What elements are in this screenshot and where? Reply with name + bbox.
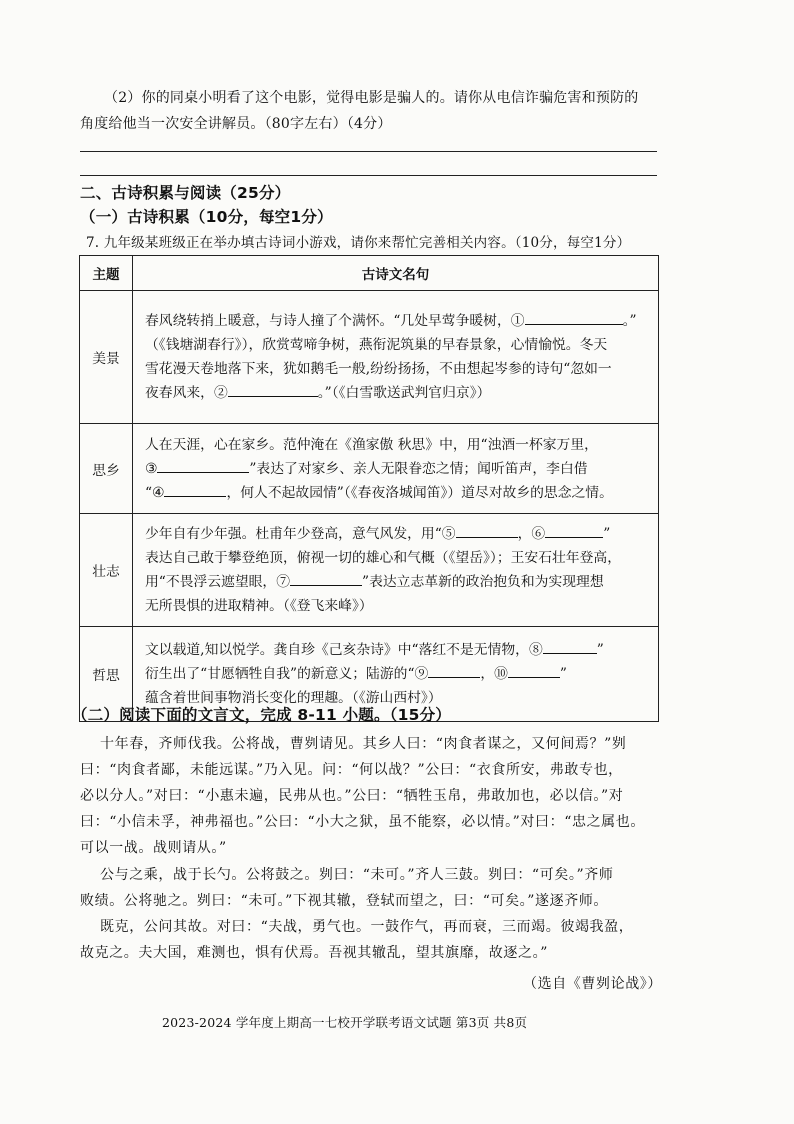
theme-cell: 壮志	[80, 514, 133, 627]
content-cell	[133, 424, 659, 514]
row2-line3: “④	[145, 484, 165, 501]
row1-line4-end: 。”（《白雪歌送武判官归京》）	[317, 385, 491, 401]
answer-line-1	[80, 151, 657, 152]
row3-line1: 少年自有少年强。杜甫年少登高，意气风发，用“⑤	[145, 526, 456, 542]
q6-part2-line2: 角度给他当一次安全讲解员。（80字左右）（4分）	[80, 116, 392, 132]
row2-line2: ③	[145, 460, 158, 477]
blank-6[interactable]	[545, 522, 603, 538]
row2-line3-end: ，何人不起故园情”（《春夜洛城闻笛》）道尽对故乡的思念之情。	[226, 484, 613, 501]
row1-line1: 春风绕转捎上暖意，与诗人撞了个满怀。“几处早莺争暖树，①	[145, 313, 525, 329]
passage-line: 既克，公问其故。对曰：“夫战，勇气也。一鼓作气，再而衰，三而竭。彼竭我盈，	[100, 919, 634, 935]
theme-cell: 哲思	[80, 627, 133, 722]
passage-line: 公与之乘，战于长勺。公将鼓之。刿曰：“未可。”齐人三鼓。刿曰：“可矣。”齐师	[100, 867, 614, 883]
table-row-homesick	[80, 424, 659, 514]
passage-line: 曰：“小信未孚，神弗福也。”公曰：“小大之狱，虽不能察，必以情。”对曰：“忠之属也。	[80, 814, 645, 830]
passage-line: 曰：“肉食者鄙，未能远谋。”乃入见。问：“何以战？”公曰：“衣食所安，弗敢专也，	[80, 762, 623, 778]
row4-line1-end: ”	[596, 642, 604, 658]
passage-line: 必以分人。”对曰：“小惠未遍，民弗从也。”公曰：“牺牲玉帛，弗敢加也，必以信。”对	[80, 788, 624, 804]
blank-3[interactable]	[157, 457, 249, 473]
passage-line: 可以一战。战则请从。”	[80, 840, 227, 856]
row3-line3: 用“不畏浮云遮望眼，⑦	[145, 574, 291, 590]
section-2-title: 二、古诗积累与阅读（25分）	[80, 184, 291, 202]
q6-part2-line1: （2）你的同桌小明看了这个电影，觉得电影是骗人的。请你从电信诈骗危害和预防的	[104, 90, 639, 106]
row4-line2-mid: ，⑩	[480, 666, 508, 682]
col-content-header: 古诗文名句	[133, 256, 659, 291]
row2-line1: 人在天涯，心在家乡。范仲淹在《渔家傲 秋思》中，用“浊酒一杯家万里，	[145, 436, 598, 453]
page-footer: 2023-2024 学年度上期高一七校开学联考语文试题 第3页 共8页	[162, 1015, 528, 1030]
passage-line: 十年春，齐师伐我。公将战，曹刿请见。其乡人曰：“肉食者谋之，又何间焉？”刿	[100, 736, 627, 752]
table-row-ambition	[80, 514, 659, 627]
row4-line2-end: ”	[559, 666, 567, 682]
question-7: 7. 九年级某班级正在举办填古诗词小游戏，请你来帮忙完善相关内容。（10分，每空1分）	[86, 235, 631, 251]
blank-10[interactable]	[508, 662, 560, 678]
row1-line4: 夜春风来，②	[145, 385, 228, 401]
passage-line: 故克之。夫大国，难测也，惧有伏焉。吾视其辙乱，望其旗靡，故逐之。”	[80, 945, 548, 961]
blank-5[interactable]	[456, 522, 518, 538]
content-cell	[133, 291, 659, 424]
blank-2[interactable]	[228, 381, 318, 397]
table-header-row	[80, 256, 659, 291]
content-cell	[133, 514, 659, 627]
row3-line4: 无所畏惧的进取精神。（《登飞来峰》）	[145, 598, 373, 614]
row3-line2: 表达自己敢于攀登绝顶，俯视一切的雄心和气概（《望岳》）；王安石壮年登高，	[145, 550, 621, 566]
poetry-table	[79, 255, 659, 722]
theme-cell: 思乡	[80, 424, 133, 514]
row3-line3-end: ”表达立志革新的政治抱负和为实现理想	[362, 574, 604, 590]
table-row-scenery	[80, 291, 659, 424]
row4-line1: 文以载道,知以悦学。龚自珍《己亥杂诗》中“落红不是无情物，⑧	[145, 642, 543, 658]
col-theme-header: 主题	[80, 256, 133, 291]
row3-line1-end: ”	[603, 526, 611, 542]
answer-line-2	[80, 175, 657, 176]
row3-line1-mid: ，⑥	[517, 526, 546, 542]
blank-8[interactable]	[543, 638, 597, 654]
row4-line3: 蕴含着世间事物消长变化的理趣。（《游山西村》）	[145, 690, 442, 706]
theme-cell: 美景	[80, 291, 133, 424]
subsection-2-title: （二）阅读下面的文言文，完成 8-11 小题。（15分）	[72, 706, 452, 724]
row1-line1-end: 。”	[622, 313, 637, 329]
row1-line2: （《钱塘湖春行》），欣赏莺啼争树，燕衔泥筑巢的早春景象，心情愉悦。冬天	[145, 337, 608, 353]
row2-line2-end: ”表达了对家乡、亲人无限眷恋之情；闻听笛声，李白借	[249, 460, 588, 477]
blank-1[interactable]	[525, 309, 623, 325]
passage-source: （选自《曹刿论战》）	[523, 976, 662, 992]
blank-4[interactable]	[164, 481, 226, 497]
blank-7[interactable]	[290, 570, 362, 586]
subsection-1-title: （一）古诗积累（10分，每空1分）	[80, 208, 333, 226]
passage-line: 败绩。公将驰之。刿曰：“未可。”下视其辙，登轼而望之，曰：“可矣。”遂逐齐师。	[80, 893, 609, 909]
blank-9[interactable]	[428, 662, 480, 678]
row4-line2: 衍生出了“甘愿牺牲自我”的新意义；陆游的“⑨	[145, 666, 429, 682]
row1-line3: 雪花漫天卷地落下来，犹如鹅毛一般,纷纷扬扬，不由想起岑参的诗句“忽如一	[145, 361, 612, 377]
